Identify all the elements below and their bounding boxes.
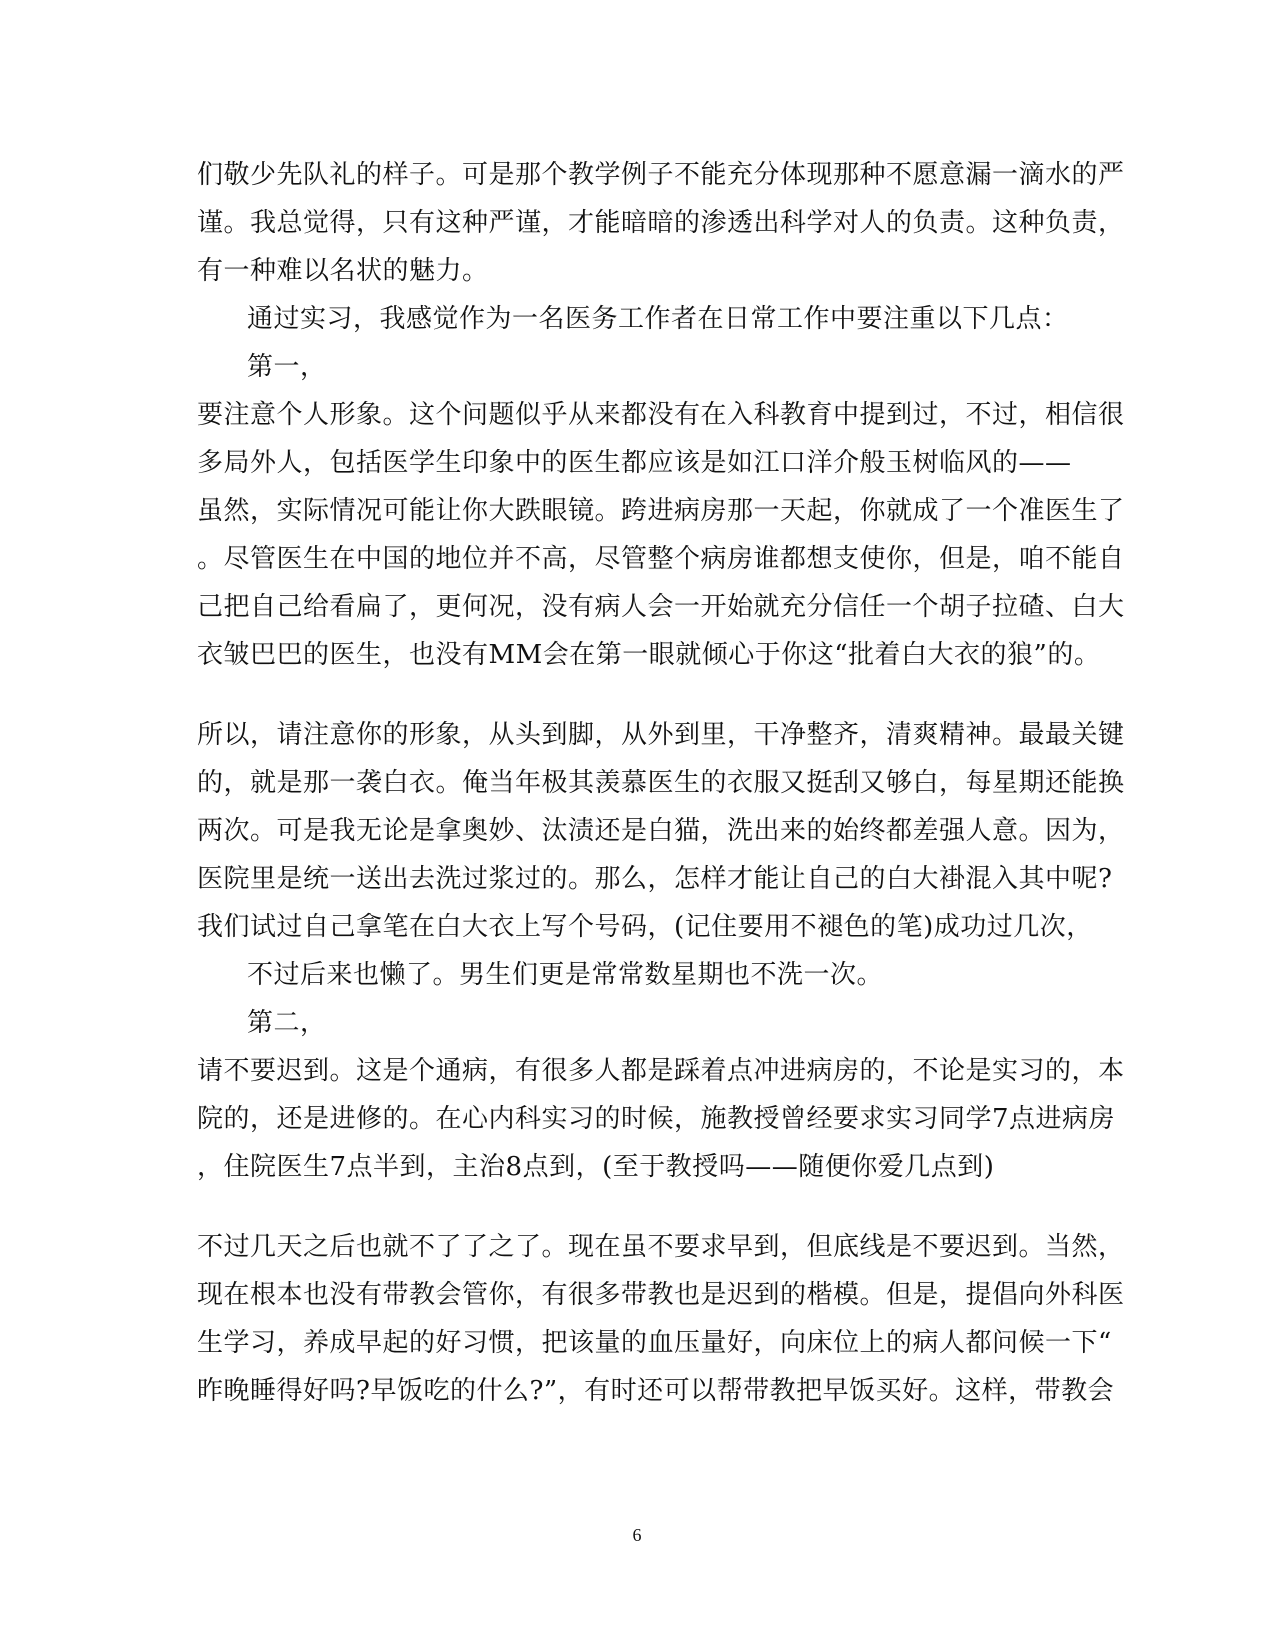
text-line: 生学习，养成早起的好习惯，把该量的血压量好，向床位上的病人都问候一下“ (197, 1328, 1112, 1358)
text-line: 己把自己给看扁了，更何况，没有病人会一开始就充分信任一个胡子拉碴、白大 (197, 592, 1125, 622)
text-line: 院的，还是进修的。在心内科实习的时候，施教授曾经要求实习同学7点进病房 (197, 1104, 1116, 1134)
text-line: 不过几天之后也就不了了之了。现在虽不要求早到，但底线是不要迟到。当然， (197, 1232, 1125, 1262)
text-line: 不过后来也懒了。男生们更是常常数星期也不洗一次。 (247, 960, 884, 990)
text-line: 昨晚睡得好吗?早饭吃的什么?”，有时还可以帮带教把早饭买好。这样，带教会 (197, 1376, 1115, 1406)
text-line: ，住院医生7点半到，主治8点到，(至于教授吗——随便你爱几点到) (197, 1152, 995, 1182)
text-line: 谨。我总觉得，只有这种严谨，才能暗暗的渗透出科学对人的负责。这种负责， (197, 208, 1125, 238)
text-line: 现在根本也没有带教会管你，有很多带教也是迟到的楷模。但是，提倡向外科医 (197, 1280, 1125, 1310)
text-line: 两次。可是我无论是拿奥妙、汰渍还是白猫，洗出来的始终都差强人意。因为， (197, 816, 1125, 846)
text-line: 们敬少先队礼的样子。可是那个教学例子不能充分体现那种不愿意漏一滴水的严 (197, 160, 1125, 190)
text-line: 医院里是统一送出去洗过浆过的。那么，怎样才能让自己的白大褂混入其中呢? (197, 864, 1113, 894)
text-line: 要注意个人形象。这个问题似乎从来都没有在入科教育中提到过，不过，相信很 (197, 400, 1125, 430)
text-line: 我们试过自己拿笔在白大衣上写个号码，(记住要用不褪色的笔)成功过几次， (197, 912, 1093, 942)
text-line: 通过实习，我感觉作为一名医务工作者在日常工作中要注重以下几点： (247, 304, 1069, 334)
page-number: 6 (632, 1525, 642, 1545)
text-line: 衣皱巴巴的医生，也没有MM会在第一眼就倾心于你这“批着白大衣的狼”的。 (197, 640, 1101, 670)
text-line: 所以，请注意你的形象，从头到脚，从外到里，干净整齐，清爽精神。最最关键 (197, 720, 1125, 750)
text-line: 。尽管医生在中国的地位并不高，尽管整个病房谁都想支使你，但是，咱不能自 (197, 544, 1125, 574)
text-line: 虽然，实际情况可能让你大跌眼镜。跨进病房那一天起，你就成了一个准医生了 (197, 496, 1125, 526)
text-line: 的，就是那一袭白衣。俺当年极其羡慕医生的衣服又挺刮又够白，每星期还能换 (197, 768, 1125, 798)
text-line: 多局外人，包括医学生印象中的医生都应该是如江口洋介般玉树临风的—— (197, 448, 1072, 478)
section-heading: 第二， (247, 1008, 327, 1038)
text-line: 有一种难以名状的魅力。 (197, 256, 489, 286)
text-line: 请不要迟到。这是个通病，有很多人都是踩着点冲进病房的，不论是实习的，本 (197, 1056, 1125, 1086)
section-heading: 第一， (247, 352, 327, 382)
